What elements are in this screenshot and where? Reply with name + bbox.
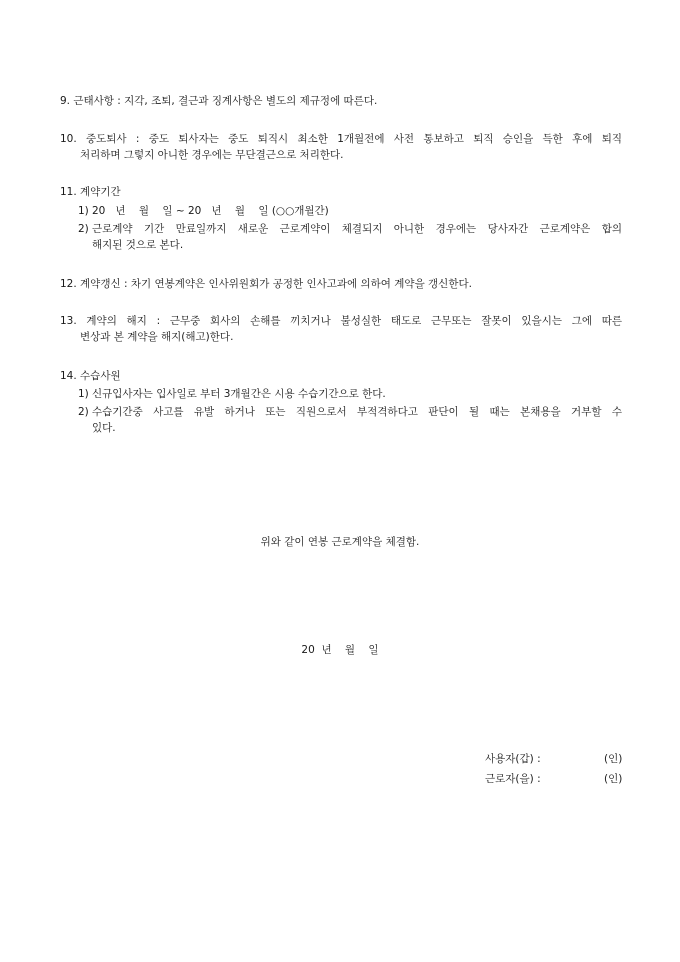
item-text: 20 년 월 일 ~ 20 년 월 일 (○○개월간) xyxy=(92,205,329,217)
employer-label: 사용자(갑) : xyxy=(485,753,541,765)
employee-seal: (인) xyxy=(604,773,623,785)
clause-10-line1: 10. 중도퇴사 : 중도 퇴사자는 중도 퇴직시 최소한 1개월전에 사전 통보하고 퇴직 승인을 득한 후에 퇴직 xyxy=(60,133,622,145)
item-text-line1: 수습기간중 사고를 유발 하거나 또는 직원으로서 부적격하다고 판단이 될 때는 본채용을 거부할 수 xyxy=(92,406,622,418)
item-number: 2) xyxy=(78,223,89,235)
item-text-line1: 근로계약 기간 만료일까지 새로운 근로계약이 체결되지 아니한 경우에는 당사자간 근로계약은 합의 xyxy=(92,223,622,235)
clause-11-item-1 xyxy=(78,204,622,220)
clause-14-item-1 xyxy=(78,387,622,403)
employee-label: 근로자(을) : xyxy=(485,773,541,785)
closing-statement: 위와 같이 연봉 근로계약을 체결함. xyxy=(260,536,420,548)
item-text: 신규입사자는 입사일로 부터 3개월간은 시용 수습기간으로 한다. xyxy=(92,388,386,400)
clause-9: 9. 근태사항 : 지각, 조퇴, 결근과 징계사항은 별도의 제규정에 따른다. xyxy=(60,95,378,107)
clause-14-heading: 14. 수습사원 xyxy=(60,370,121,382)
item-number: 1) xyxy=(78,205,89,217)
contract-date: 20 년 월 일 xyxy=(301,644,379,656)
clause-13-line2: 변상과 본 계약을 해지(해고)한다. xyxy=(80,330,234,343)
employer-seal: (인) xyxy=(604,753,623,765)
clause-12: 12. 계약갱신 : 차기 연봉계약은 인사위원회가 공정한 인사고과에 의하여 계약을 갱신한다. xyxy=(60,278,472,290)
item-number: 2) xyxy=(78,406,89,418)
item-text-line2: 해지된 것으로 본다. xyxy=(92,238,184,251)
clause-13 xyxy=(60,314,622,346)
clause-14-item-2 xyxy=(78,405,622,437)
clause-10-line2: 처리하며 그렇지 아니한 경우에는 무단결근으로 처리한다. xyxy=(80,148,344,161)
item-number: 1) xyxy=(78,388,89,400)
clause-10 xyxy=(60,132,622,164)
clause-13-line1: 13. 계약의 해지 : 근무중 회사의 손해를 끼치거나 불성실한 태도로 근무또는 잘못이 있을시는 그에 따른 xyxy=(60,315,622,327)
item-text-line2: 있다. xyxy=(92,421,116,434)
clause-11-heading: 11. 계약기간 xyxy=(60,186,121,198)
clause-11-item-2 xyxy=(78,222,622,254)
